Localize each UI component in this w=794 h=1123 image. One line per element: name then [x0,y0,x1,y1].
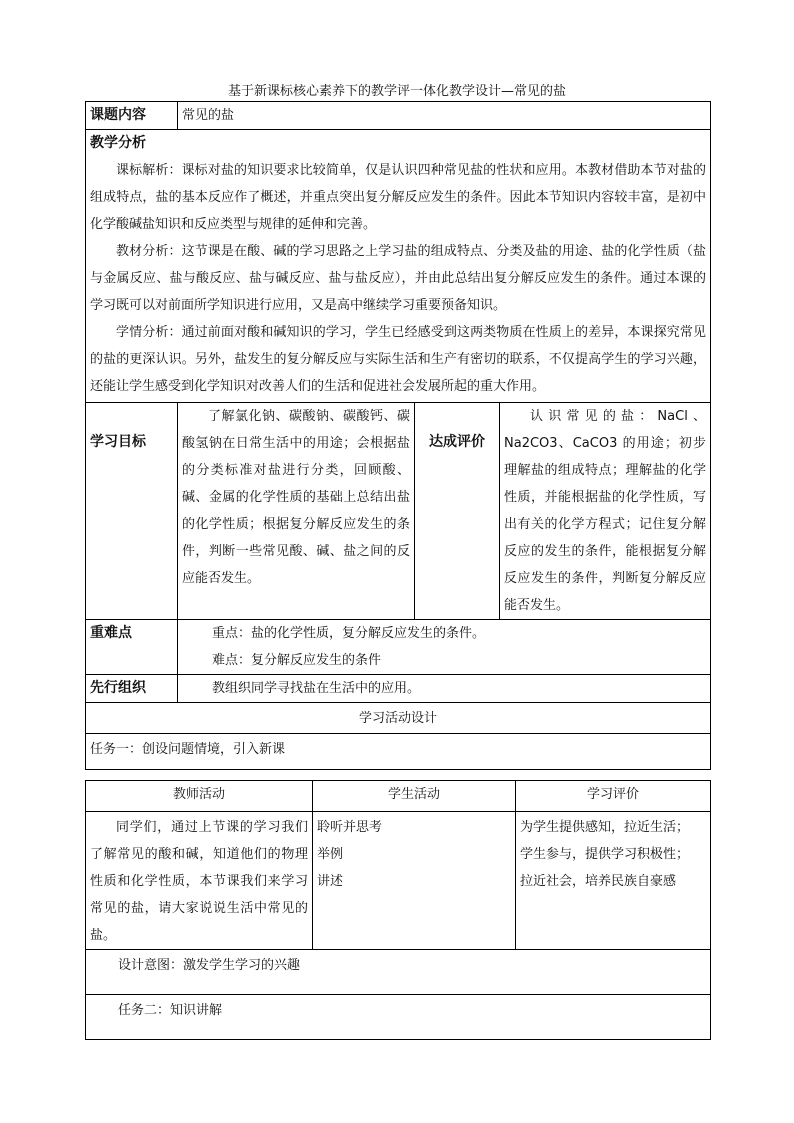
teacher-activity: 同学们，通过上节课的学习我们了解常见的酸和碱，知道他们的物理性质和化学性质，本节课我们来学习常见的盐，请大家说说生活中常见的盐。 [86,812,313,950]
pre-organizer-label: 先行组织 [86,675,178,703]
key-point: 重点：盐的化学性质，复分解反应发生的条件。 [212,626,486,641]
key-points-row [86,620,711,675]
topic-value: 常见的盐 [178,102,711,130]
student-activity-item: 讲述 [317,874,344,889]
lesson-plan-table [85,101,711,770]
task1-title-row [86,734,711,770]
intent-row [86,950,711,995]
difficult-point: 难点：复分解反应发生的条件 [212,653,382,668]
key-points-label: 重难点 [86,620,178,675]
student-activity-item: 举例 [317,847,344,862]
key-points-cell [178,620,711,675]
evaluation-label: 达成评价 [415,403,500,620]
goals-label: 学习目标 [86,403,178,620]
activity-table [85,780,711,1040]
goals-row [86,403,711,620]
col-eval: 学习评价 [516,781,711,812]
learning-evaluation [516,812,711,950]
activity-design-row [86,703,711,734]
evaluation-item: 学生参与，提供学习积极性； [520,847,690,862]
pre-organizer-text: 教组织同学寻找盐在生活中的应用。 [178,675,711,703]
design-intent: 设计意图：激发学生学习的兴趣 [86,950,711,995]
analysis-students: 学情分析：通过前面对酸和碱知识的学习，学生已经感受到这两类物质在性质上的差异，本课探究常见的盐的更深认识。另外，盐发生的复分解反应与实际生活和生产有密切的联系，不仅提高学生的学习兴趣，还能让学生感受到化学知识对改善人们的生活和促进社会发展所起的重大作用。 [90,325,707,394]
task1-title: 任务一：创设问题情境，引入新课 [86,734,711,770]
task2-row [86,995,711,1040]
analysis-textbook: 教材分析：这节课是在酸、碱的学习思路之上学习盐的组成特点、分类及盐的用途、盐的化学性质（盐与金属反应、盐与酸反应、盐与碱反应、盐与盐反应），并由此总结出复分解反应发生的条件。通过本课的学习既可以对前面所学知识进行应用，又是高中继续学习重要预备知识。 [90,244,707,313]
evaluation-item: 为学生提供感知，拉近生活； [520,820,690,835]
goals-text: 了解氯化钠、碳酸钠、碳酸钙、碳酸氢钠在日常生活中的用途；会根据盐的分类标准对盐进行分类，回顾酸、碱、金属的化学性质的基础上总结出盐的化学性质；根据复分解反应发生的条件，判断一些常见酸、碱、盐之间的反应能否发生。 [178,403,415,620]
topic-label: 课题内容 [86,102,178,130]
document-title: 基于新课标核心素养下的教学评一体化教学设计—常见的盐 [227,84,566,99]
pre-organizer-row [86,675,711,703]
activity-design-heading: 学习活动设计 [86,703,711,734]
student-activity-item: 聆听并思考 [317,820,383,835]
evaluation-text: 认识常见的盐：NaCl、Na2CO3、CaCO3 的用途；初步理解盐的组成特点；理解盐的化学性质，并能根据盐的化学性质，写出有关的化学方程式；记住复分解反应的发生的条件，能根据复分解反应发生的条件，判断复分解反应能否发生。 [500,403,711,620]
col-student: 学生活动 [313,781,516,812]
analysis-cell [86,130,711,403]
analysis-row [86,130,711,403]
topic-row [86,102,711,130]
activity-content-row [86,812,711,950]
analysis-heading: 教学分析 [90,135,146,151]
activity-header-row [86,781,711,812]
col-teacher: 教师活动 [86,781,313,812]
analysis-curriculum: 课标解析：课标对盐的知识要求比较简单，仅是认识四种常见盐的性状和应用。本教材借助本节对盐的组成特点，盐的基本反应作了概述，并重点突出复分解反应发生的条件。因此本节知识内容较丰富，是初中化学酸碱盐知识和反应类型与规律的延伸和完善。 [90,163,707,232]
evaluation-item: 拉近社会，培养民族自豪感 [520,874,677,889]
task2-title: 任务二：知识讲解 [86,995,711,1040]
student-activity [313,812,516,950]
